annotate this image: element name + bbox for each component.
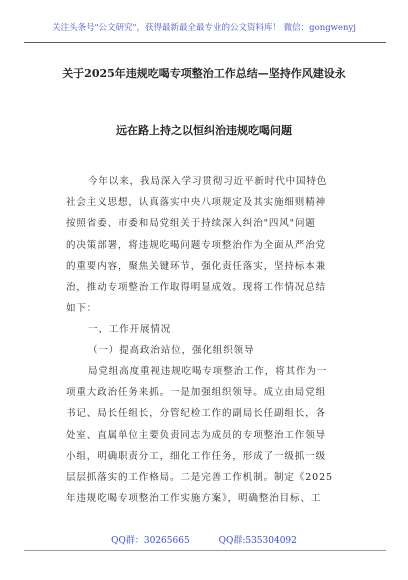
paragraph-line: 书记、局长任组长，分管纪检工作的副局长任副组长，各 (66, 408, 327, 420)
paragraph-line: 处室、直属单位主要负责同志为成员的专项整治工作领导 (66, 429, 327, 441)
paragraph-line: 今年以来，我局深入学习贯彻习近平新时代中国特色 (88, 176, 328, 187)
paragraph-line: 年违规吃喝专项整治工作实施方案》，明确整治目标、工 (66, 493, 322, 505)
paragraph-line: 按照省委、市委和局党组关于持续深入纠治"四风"问题 (66, 218, 316, 230)
paragraph-line: 小组，明确职责分工，细化工作任务，形成了一级抓一级 (66, 450, 327, 462)
header-divider (24, 42, 386, 43)
paragraph-line: 如下： (66, 303, 98, 315)
footer-qq-group-1: QQ群：30265665 (111, 536, 190, 546)
section-heading (66, 319, 346, 340)
paragraph-line: 项重大政治任务来抓。一是加强组织领导。成立由局党组 (66, 387, 327, 399)
paragraph-line: 治，推动专项整治工作取得明显成效。现将工作情况总结 (66, 281, 327, 293)
footer-divider (24, 550, 386, 551)
document-title-line-2: 远在路上持之以恒纠治违规吃喝问题 (116, 124, 292, 137)
document-title-line-1: 关于2025年违规吃喝专项整治工作总结—坚持作风建设永 (62, 67, 346, 80)
sub-heading (66, 340, 346, 361)
page-footer (0, 535, 408, 547)
sub-heading-text: （一）提高政治站位，强化组织领导 (88, 345, 255, 356)
paragraph-line: 社会主义思想，认真落实中央八项规定及其实施细则精神 (66, 197, 327, 209)
paragraph-line: 层层抓落实的工作格局。二是完善工作机制。制定《2025 (66, 471, 333, 483)
section-heading-text: 一、工作开展情况 (88, 324, 172, 335)
paragraph-line: 局党组高度重视违规吃喝专项整治工作，将其作为一 (88, 366, 328, 377)
paragraph-line: 的决策部署，将违规吃喝问题专项整治作为全面从严治党 (66, 239, 327, 251)
work-paragraph (66, 361, 346, 509)
footer-qq-group-2: QQ群:535304092 (218, 536, 297, 546)
paragraph-line: 的重要内容，聚焦关键环节，强化责任落实，坚持标本兼 (66, 260, 327, 272)
intro-paragraph (66, 171, 346, 319)
page-header: 关注头条号"公文研究"，获得最新最全最专业的公文资料库！ 微信：gongwenyj (52, 23, 356, 33)
